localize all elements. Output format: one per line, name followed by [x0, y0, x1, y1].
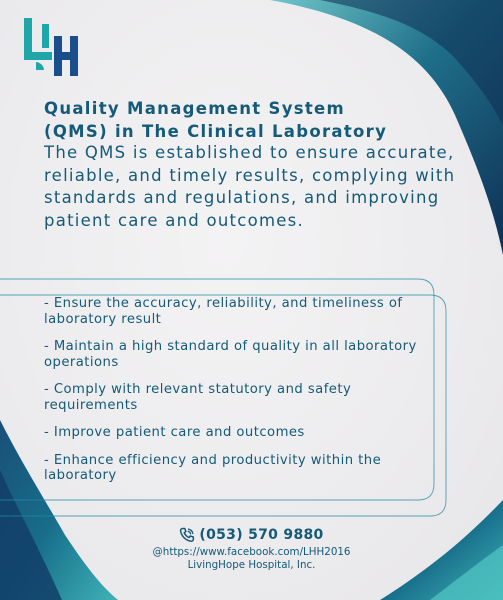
list-item: - Ensure the accuracy, reliability, and timeliness of laboratory result	[44, 296, 403, 327]
organization-name: LivingHope Hospital, Inc.	[187, 559, 316, 571]
list-item: - Comply with relevant statutory and safety requirements	[44, 382, 352, 413]
contact-block	[0, 527, 503, 571]
phone-icon	[179, 527, 195, 543]
list-item: - Maintain a high standard of quality in all laboratory operations	[44, 339, 417, 370]
phone-line	[0, 527, 503, 543]
title-line-1: Quality Management System	[44, 99, 346, 118]
list-item: - Improve patient care and outcomes	[44, 425, 305, 440]
intro-paragraph: The QMS is established to ensure accurate, reliable, and timely results, complying with standards and regulations, and improving patient care and outcomes.	[44, 143, 456, 230]
facebook-link[interactable]: @https://www.facebook.com/LHH2016	[152, 546, 351, 558]
list-item: - Enhance efficiency and productivity within the laboratory	[44, 452, 382, 483]
title-line-2: (QMS) in The Clinical Laboratory	[44, 122, 388, 141]
objectives-list	[44, 296, 429, 496]
phone-number: (053) 570 9880	[199, 527, 324, 543]
